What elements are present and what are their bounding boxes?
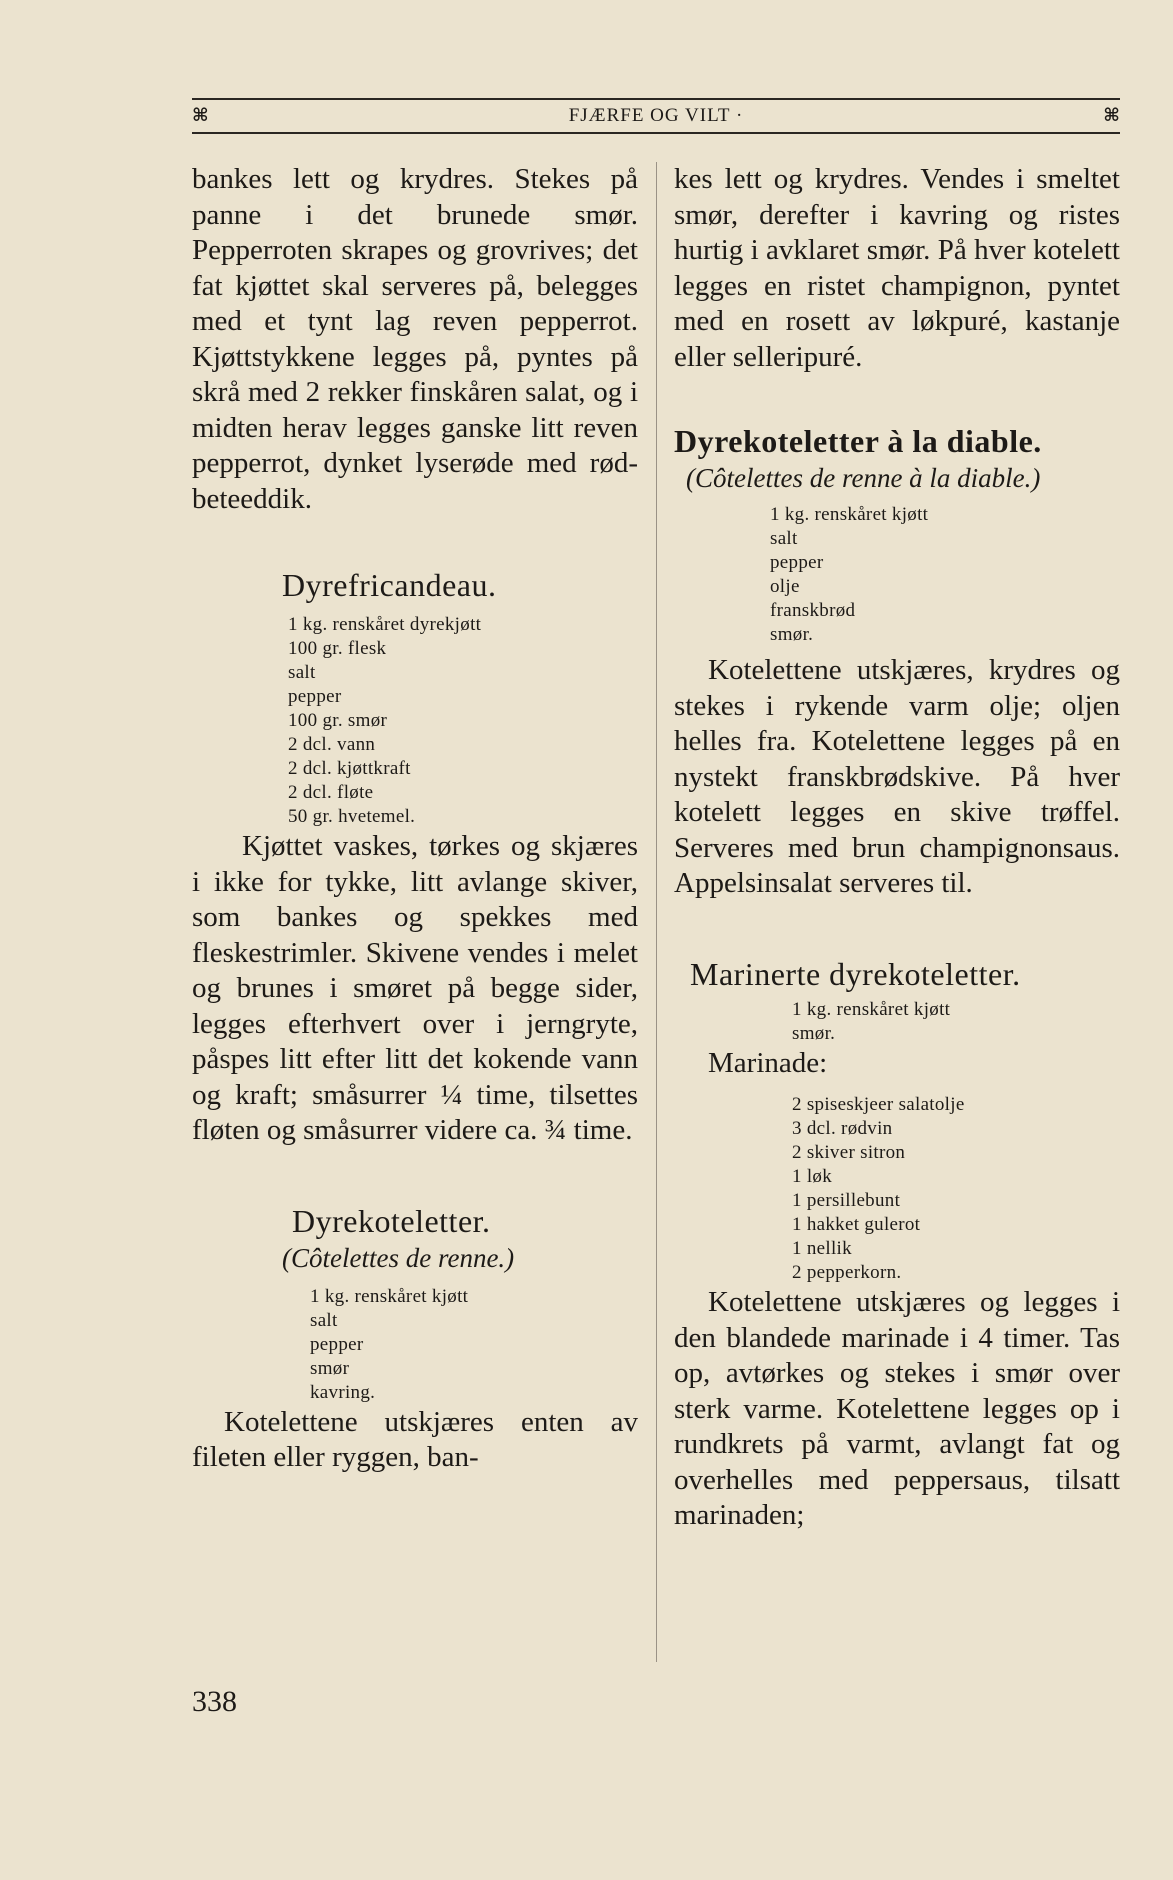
method-dyrefricandeau: Kjøttet vaskes, tørkes og skjæres i ikke for tykke, litt avlange skiver, som bankes og spekkes med fleskestrimler. Skivene vendes i melet og brunes i smøret på begge sider, legges efterhvert over i jerngryte, påspes litt efter litt det kokende vann og kraft; småsurrer ¼ time, tilsettes fløten og småsurrer videre ca. ¾ time. xyxy=(192,830,638,1146)
ingredient-list-dyrekoteletter xyxy=(310,1285,638,1405)
continuation-paragraph: kes lett og krydres. Vendes i smeltet smør, derefter i kavring og ristes hurtig i avklaret smør. På hver kotelett legges en ristet champignon, pyntet med en rosett av løkpuré, kastanje eller selleripuré. xyxy=(674,163,1120,373)
ingredient-item: 1 hakket gulerot xyxy=(792,1214,921,1235)
ingredient-item: kavring. xyxy=(310,1381,376,1403)
ingredient-item: 2 spiseskjeer salatolje xyxy=(792,1094,965,1115)
recipe-title-dyrefricandeau: Dyrefricandeau. xyxy=(282,567,497,603)
right-column xyxy=(674,162,1120,1534)
recipe-subtitle-dyrekoteletter: (Côtelettes de renne.) xyxy=(282,1242,515,1273)
ingredient-item: 2 pepperkorn. xyxy=(792,1262,902,1283)
ingredient-item: pepper xyxy=(770,552,824,573)
ingredient-item: smør. xyxy=(792,1022,836,1044)
ingredient-list-marinerte xyxy=(792,998,1120,1046)
ingredient-item: 50 gr. hvetemel. xyxy=(288,806,416,827)
ingredient-list-dyrefricandeau xyxy=(288,613,638,829)
ingredient-item: 1 kg. renskåret kjøtt xyxy=(310,1285,469,1307)
method-marinerte: Kotelettene utskjæres og legges i den blandede marinade i 4 timer. Tas op, avtørkes og stekes i smør over sterk varme. Kotelettene legges op i rundkrets på varmt, avlangt fat og overhelles med peppersaus, tilsatt marinaden; xyxy=(674,1286,1120,1531)
recipe-subtitle-diable: (Côtelettes de renne à la diable.) xyxy=(686,463,1041,493)
recipe-title-dyrekoteletter: Dyrekoteletter. xyxy=(292,1202,491,1239)
ingredient-item: smør. xyxy=(770,624,814,645)
ingredient-item: 100 gr. smør xyxy=(288,710,388,731)
marinade-label: Marinade: xyxy=(708,1046,828,1079)
ingredient-item: 1 persillebunt xyxy=(792,1190,901,1211)
intro-paragraph: bankes lett og krydres. Stekes på panne i det brunede smør. Pepperroten skrapes og grovrives; det fat kjøttet skal serveres på, belegges med et tynt lag reven pepperrot. Kjøttstykkene legges på, pyntes på skrå med 2 rekker finskåren salat, og i midten herav legges ganske litt reven pepperrot, dynket lyserøde med rødbeteeddik. xyxy=(192,163,638,515)
ingredient-item: smør xyxy=(310,1357,350,1379)
ornament-right-icon: ⌘ xyxy=(1103,105,1120,126)
ingredient-item: 2 dcl. vann xyxy=(288,734,376,755)
ingredient-item: 100 gr. flesk xyxy=(288,638,387,659)
ingredient-item: salt xyxy=(770,528,798,549)
ingredient-item: 3 dcl. rødvin xyxy=(792,1118,893,1139)
header-title: FJÆRFE OG VILT · xyxy=(568,105,744,126)
recipe-title-marinerte: Marinerte dyrekoteletter. xyxy=(690,955,1021,992)
header-rule-top xyxy=(192,98,1120,100)
ingredient-item: pepper xyxy=(310,1333,364,1355)
column-divider xyxy=(656,162,657,1662)
ingredient-item: 2 dcl. fløte xyxy=(288,782,374,803)
ingredient-item: pepper xyxy=(288,686,342,707)
recipe-title-diable: Dyrekoteletter à la diable. xyxy=(674,423,1042,459)
ingredient-item: 1 kg. renskåret kjøtt xyxy=(770,504,929,525)
ingredient-item: salt xyxy=(288,662,316,683)
method-diable: Kotelettene utskjæres, krydres og stekes i rykende varm olje; oljen helles fra. Kotelettene legges på en nystekt franskbrødskive. På hver kotelett legges en skive trøffel. Serveres med brun champignonsaus. Appelsinsalat serveres til. xyxy=(674,654,1120,899)
ingredient-item: 2 dcl. kjøttkraft xyxy=(288,758,411,779)
ingredient-item: olje xyxy=(770,576,800,597)
page-number: 338 xyxy=(192,1685,237,1718)
running-header xyxy=(192,98,1120,138)
ingredient-item: 1 nellik xyxy=(792,1238,852,1259)
ornament-left-icon: ⌘ xyxy=(192,105,209,126)
ingredient-item: franskbrød xyxy=(770,600,856,621)
header-rule-bottom xyxy=(192,132,1120,134)
left-column xyxy=(192,162,638,1476)
ingredient-list-diable xyxy=(770,503,1120,647)
ingredient-list-marinade xyxy=(792,1093,1120,1285)
method-dyrekoteletter: Kotelettene utskjæres enten av fileten eller ryggen, ban- xyxy=(192,1405,638,1473)
ingredient-item: 1 kg. renskåret dyrekjøtt xyxy=(288,614,482,635)
ingredient-item: 1 løk xyxy=(792,1166,833,1187)
ingredient-item: salt xyxy=(310,1309,338,1331)
ingredient-item: 1 kg. renskåret kjøtt xyxy=(792,998,951,1020)
ingredient-item: 2 skiver sitron xyxy=(792,1142,906,1163)
